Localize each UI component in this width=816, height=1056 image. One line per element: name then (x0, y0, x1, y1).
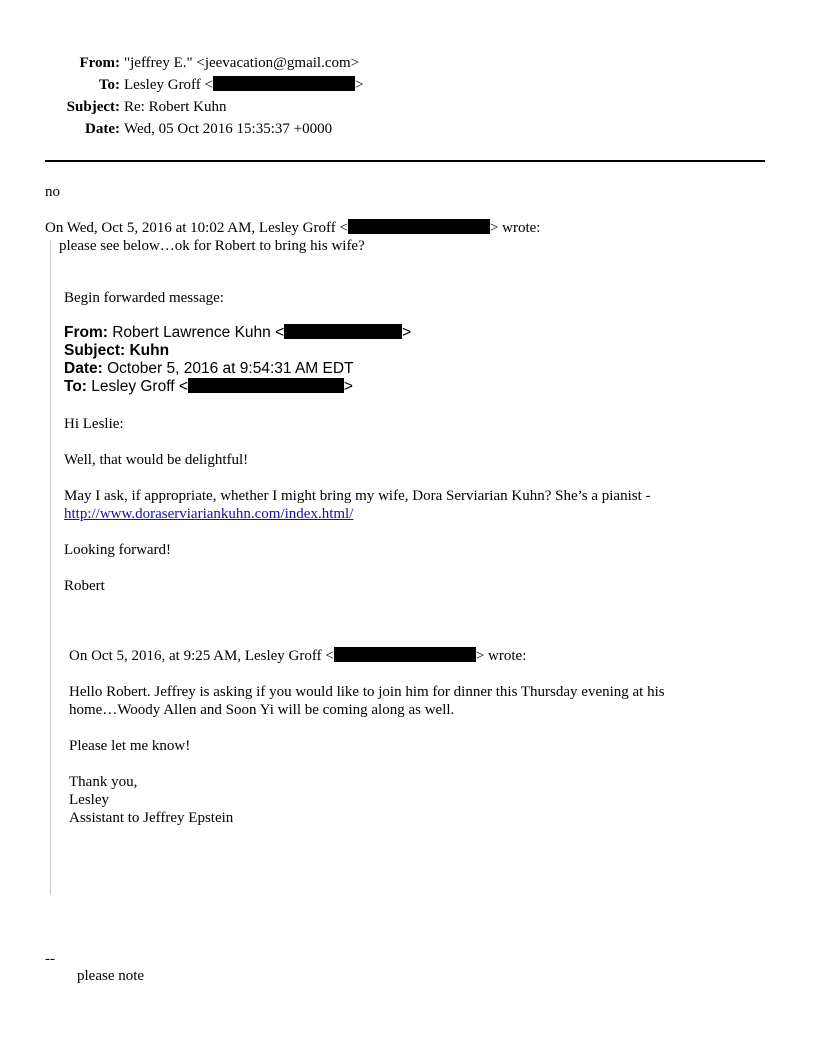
subject-value: Re: Robert Kuhn (124, 99, 227, 115)
quoted-line: please see below…ok for Robert to bring his wife? (59, 238, 365, 254)
forward-signature: Robert (64, 578, 105, 594)
date-value: Wed, 05 Oct 2016 15:35:37 +0000 (124, 121, 333, 137)
to-value-wrap (124, 76, 363, 94)
redaction-box (213, 76, 355, 91)
nested-closing: Thank you, (69, 774, 138, 790)
forward-from-value: Robert Lawrence Kuhn < (112, 324, 285, 341)
attribution-suffix: > wrote: (489, 220, 541, 236)
nested-attribution-text: On Oct 5, 2016, at 9:25 AM, Lesley Groff < (69, 648, 334, 664)
forward-link-row (64, 505, 353, 523)
redaction-box (284, 324, 402, 339)
forward-to-close: > (343, 378, 353, 395)
to-value: Lesley Groff < (124, 77, 213, 93)
header-divider (45, 160, 765, 162)
subject-label: Subject: (66, 99, 120, 115)
forward-date-row (64, 360, 354, 378)
forward-from-close: > (402, 324, 412, 341)
from-value: "jeffrey E." <jeevacation@gmail.com> (124, 55, 360, 71)
to-label: To: (98, 77, 120, 93)
forward-line-3: Looking forward! (64, 542, 172, 558)
reply-attribution (45, 219, 540, 237)
website-link[interactable]: http://www.doraserviariankuhn.com/index.html/ (64, 506, 354, 522)
forward-to-value: Lesley Groff < (91, 378, 188, 395)
redaction-box (188, 378, 344, 393)
forward-date-label: Date: (64, 360, 103, 377)
nested-para-1-line-1: Hello Robert. Jeffrey is asking if you would like to join him for dinner this Thursday evening at his (69, 684, 665, 700)
redaction-box (348, 219, 490, 234)
forward-line-2: May I ask, if appropriate, whether I might bring my wife, Dora Serviarian Kuhn? She’s a pianist - (64, 488, 651, 504)
forward-subject-row (64, 342, 169, 360)
forward-greeting: Hi Leslie: (64, 416, 124, 432)
forward-subject-label: Subject: (64, 342, 126, 359)
nested-sender-name: Lesley (69, 792, 109, 808)
signature-separator: -- (45, 951, 55, 967)
date-label: Date: (85, 121, 120, 137)
forward-to-label: To: (64, 378, 87, 395)
nested-para-2: Please let me know! (69, 738, 191, 754)
forward-date-value: October 5, 2016 at 9:54:31 AM EDT (107, 360, 354, 377)
forward-to-row (64, 378, 353, 396)
nested-para-1-line-2: home…Woody Allen and Soon Yi will be coming along as well. (69, 702, 455, 718)
nested-sender-title: Assistant to Jeffrey Epstein (69, 810, 234, 826)
reply-body: no (45, 184, 60, 200)
quote-bar (50, 240, 51, 895)
attribution-text: On Wed, Oct 5, 2016 at 10:02 AM, Lesley Groff < (45, 220, 348, 236)
footer-note: please note (77, 968, 145, 984)
forward-subject-value: Kuhn (129, 342, 170, 359)
forward-from-row (64, 324, 411, 342)
forward-from-label: From: (64, 324, 108, 341)
forward-line-1: Well, that would be delightful! (64, 452, 249, 468)
nested-attribution (69, 647, 526, 665)
forward-intro: Begin forwarded message: (64, 290, 224, 306)
nested-attribution-suffix: > wrote: (475, 648, 527, 664)
from-label: From: (79, 55, 120, 71)
to-close: > (355, 77, 364, 93)
redaction-box (334, 647, 476, 662)
